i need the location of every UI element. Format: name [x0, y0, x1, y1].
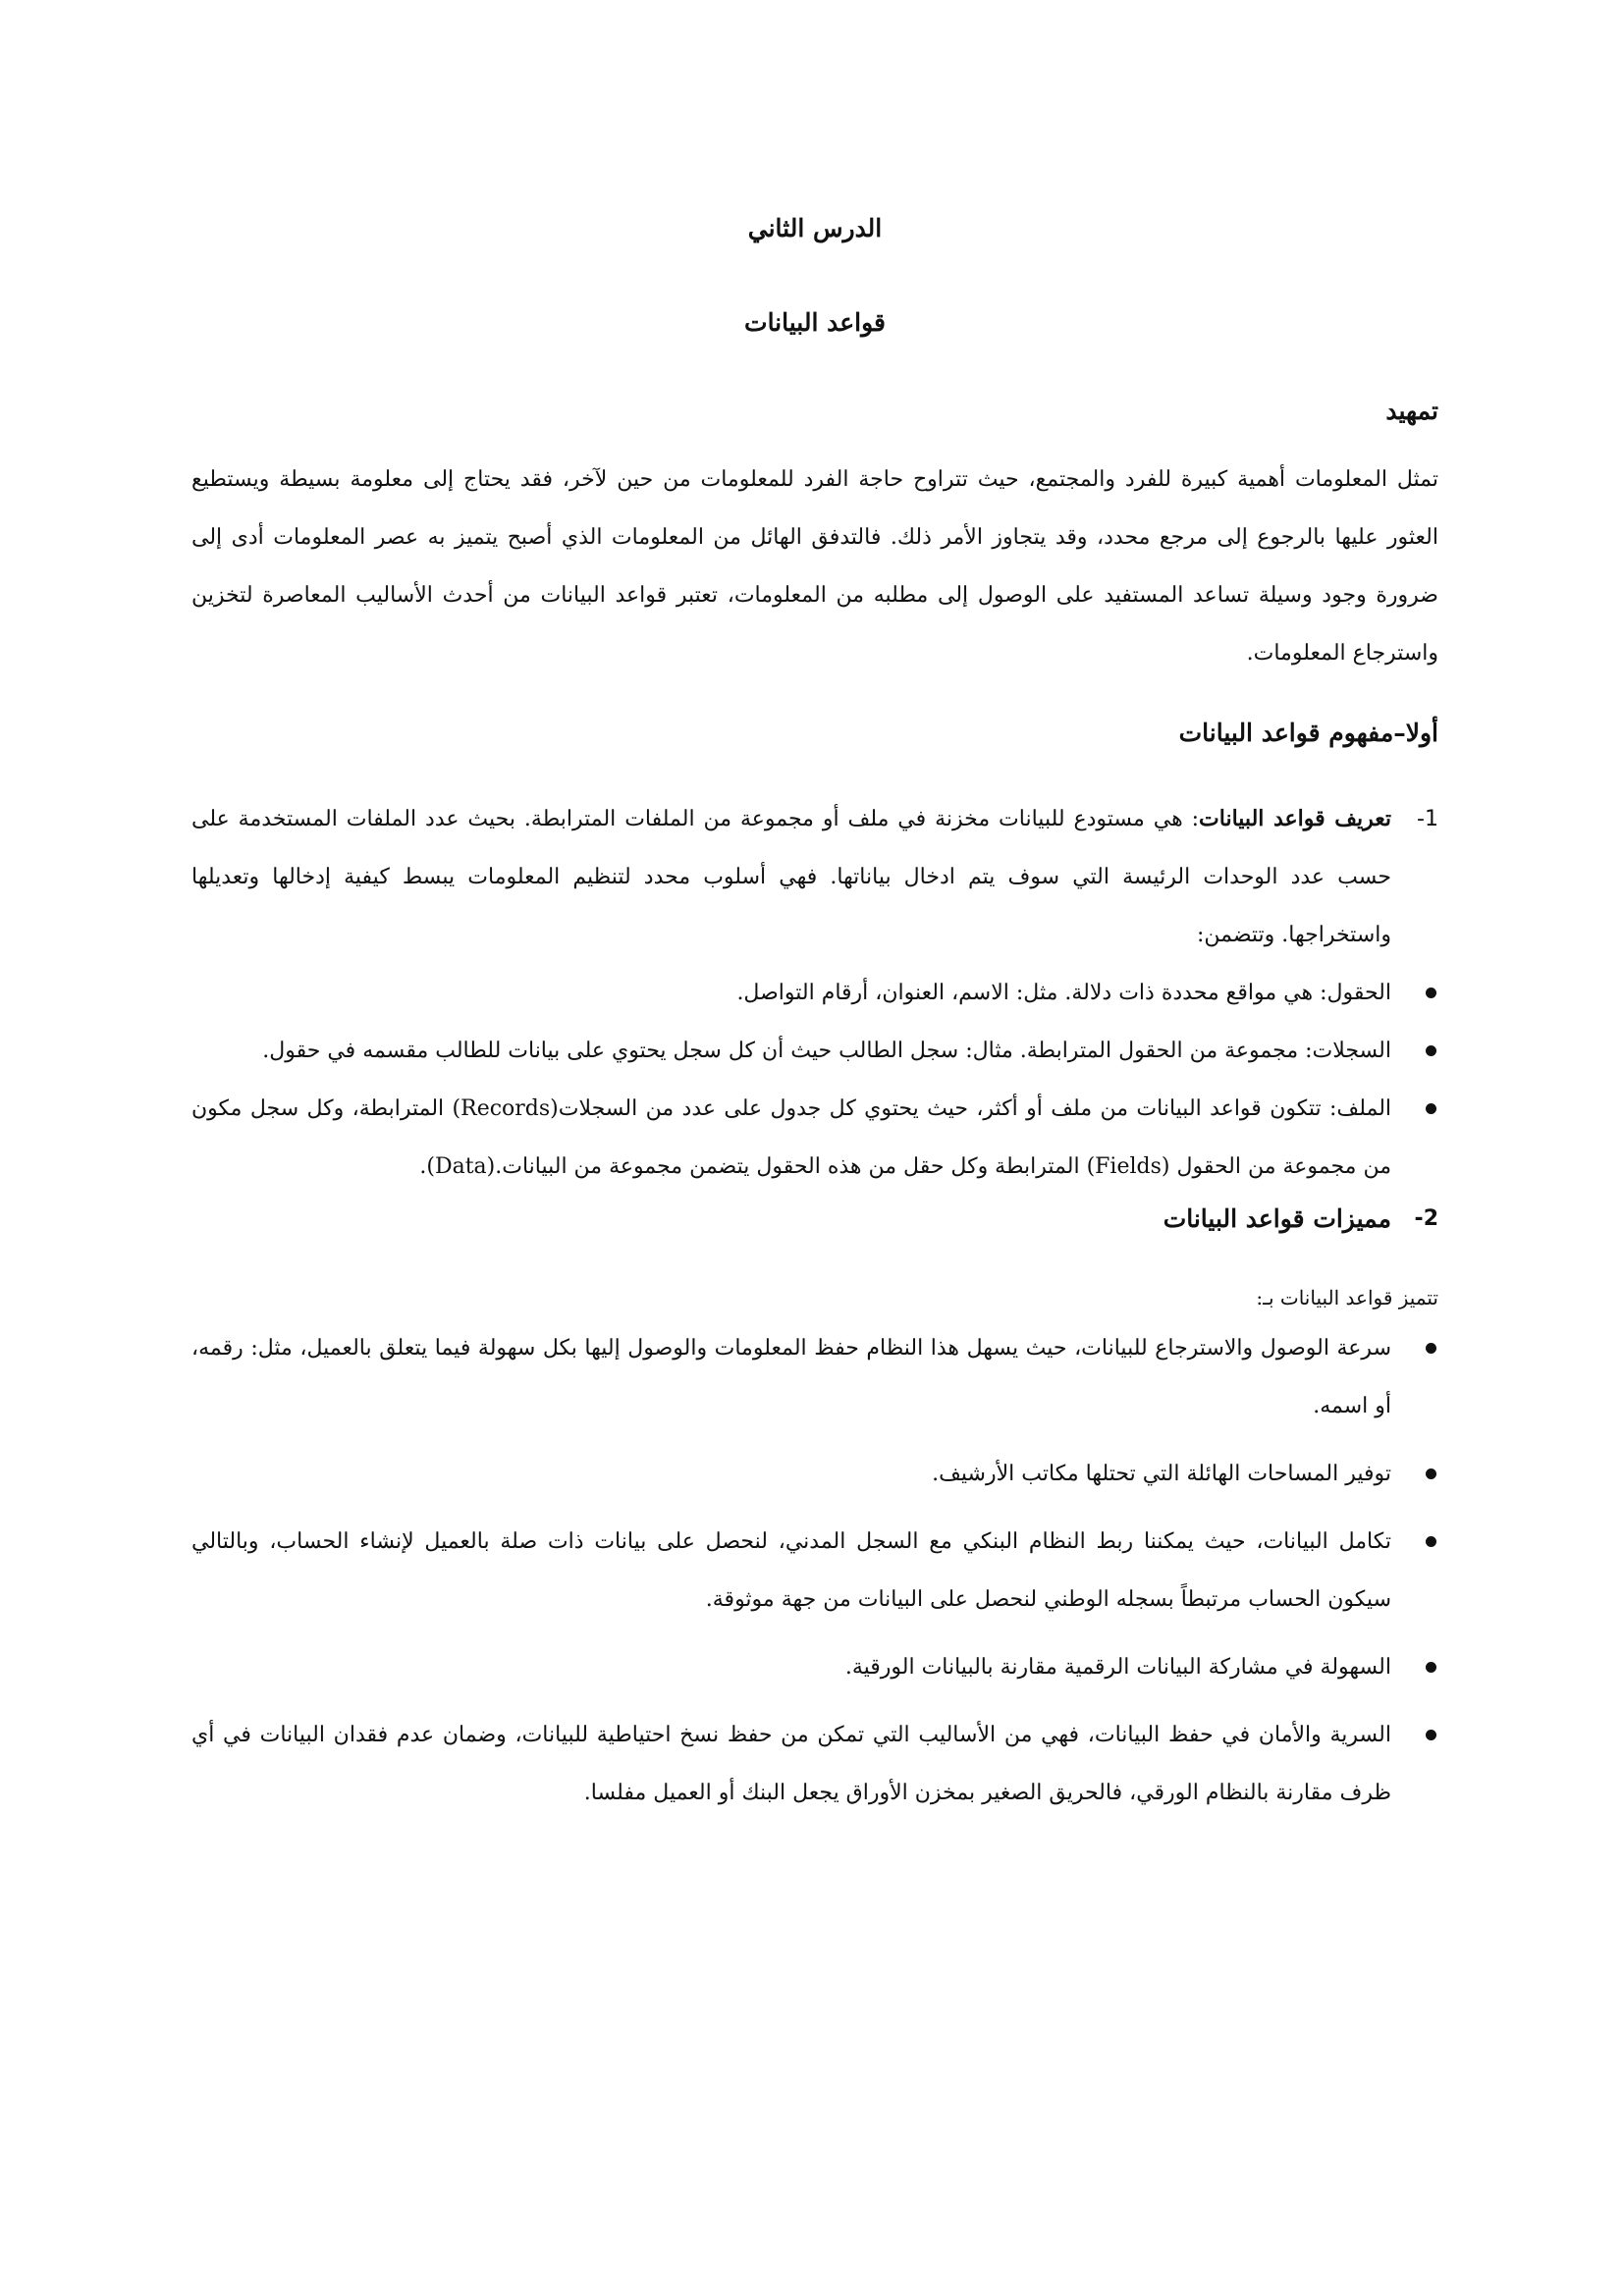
- bullet-icon: [1426, 1103, 1436, 1114]
- list-item: السجلات: مجموعة من الحقول المترابطة. مثال: سجل الطالب حيث أن كل سجل يحتوي على بيانات للطالب مقسمه في حقول.: [191, 1022, 1438, 1080]
- list-item: السرية والأمان في حفظ البيانات، فهي من الأساليب التي تمكن من حفظ نسخ احتياطية للبيانات، وضمان عدم فقدان البيانات في أي ظرف مقارنة بالنظام الورقي، فالحريق الصغير بمخزن الأوراق يجعل البنك أو العميل مفلسا.: [191, 1706, 1438, 1822]
- bullet-icon: [1426, 1536, 1436, 1547]
- bullet-icon: [1426, 988, 1436, 998]
- components-list: [191, 964, 1438, 1196]
- list-item: الملف: تتكون قواعد البيانات من ملف أو أكثر، حيث يحتوي كل جدول على عدد من السجلات(Records) المترابطة، وكل سجل مكون من مجموعة من الحقول (Fields) المترابطة وكل حقل من هذه الحقول يتضمن مجموعة من البيانات.(Data).: [191, 1080, 1438, 1196]
- definition-item: [191, 790, 1438, 1243]
- features-heading: 2- مميزات قواعد البيانات: [191, 1196, 1438, 1243]
- lesson-title: الدرس الثاني: [747, 214, 883, 242]
- item1-marker: 1-: [1417, 807, 1438, 831]
- lesson-subtitle: قواعد البيانات: [744, 308, 886, 337]
- definition-term: تعريف قواعد البيانات: [1199, 806, 1392, 831]
- section1-heading: أولا–مفهوم قواعد البيانات: [1178, 719, 1438, 747]
- list-item: الحقول: هي مواقع محددة ذات دلالة. مثل: الاسم، العنوان، أرقام التواصل.: [191, 964, 1438, 1022]
- item2-marker: 2-: [1414, 1206, 1438, 1231]
- bullet-icon: [1426, 1662, 1436, 1673]
- list-item: توفير المساحات الهائلة التي تحتلها مكاتب الأرشيف.: [191, 1445, 1438, 1503]
- definition-text: : هي مستودع للبيانات مخزنة في ملف أو مجموعة من الملفات المترابطة. بحيث عدد الملفات المستخدمة على حسب عدد الوحدات الرئيسة التي سوف يتم ادخال بياناتها. فهي أسلوب محدد لتنظيم المعلومات يبسط كيفية إدخالها وتعديلها واستخراجها. وتتضمن:: [191, 807, 1391, 947]
- features-intro: تتميز قواعد البيانات بـ:: [1256, 1286, 1438, 1309]
- bullet-icon: [1426, 1730, 1436, 1740]
- list-item: تكامل البيانات، حيث يمكننا ربط النظام البنكي مع السجل المدني، لنحصل على بيانات ذات صلة بالعميل لإنشاء الحساب، وبالتالي سيكون الحساب مرتبطاً بسجله الوطني لنحصل على البيانات من جهة موثوقة.: [191, 1513, 1438, 1629]
- list-item: السهولة في مشاركة البيانات الرقمية مقارنة بالبيانات الورقية.: [191, 1638, 1438, 1696]
- list-item: سرعة الوصول والاسترجاع للبيانات، حيث يسهل هذا النظام حفظ المعلومات والوصول إليها بكل سهولة فيما يتعلق بالعميل، مثل: رقمه، أو اسمه.: [191, 1319, 1438, 1435]
- features-list: [191, 1319, 1438, 1822]
- intro-paragraph: تمثل المعلومات أهمية كبيرة للفرد والمجتمع، حيث تتراوح حاجة الفرد للمعلومات من حين لآخر، فقد يحتاج إلى معلومة بسيطة ويستطيع العثور عليها بالرجوع إلى مرجع محدد، وقد يتجاوز الأمر ذلك. فالتدفق الهائل من المعلومات الذي أصبح يتميز به عصر المعلومات أدى إلى ضرورة وجود وسيلة تساعد المستفيد على الوصول إلى مطلبه من المعلومات، تعتبر قواعد البيانات من أحدث الأساليب المعاصرة لتخزين واسترجاع المعلومات.: [191, 467, 1438, 666]
- bullet-icon: [1426, 1468, 1436, 1479]
- document-page: [191, 191, 1438, 1832]
- bullet-icon: [1426, 1343, 1436, 1354]
- intro-heading: تمهيد: [1385, 397, 1438, 425]
- bullet-icon: [1426, 1045, 1436, 1056]
